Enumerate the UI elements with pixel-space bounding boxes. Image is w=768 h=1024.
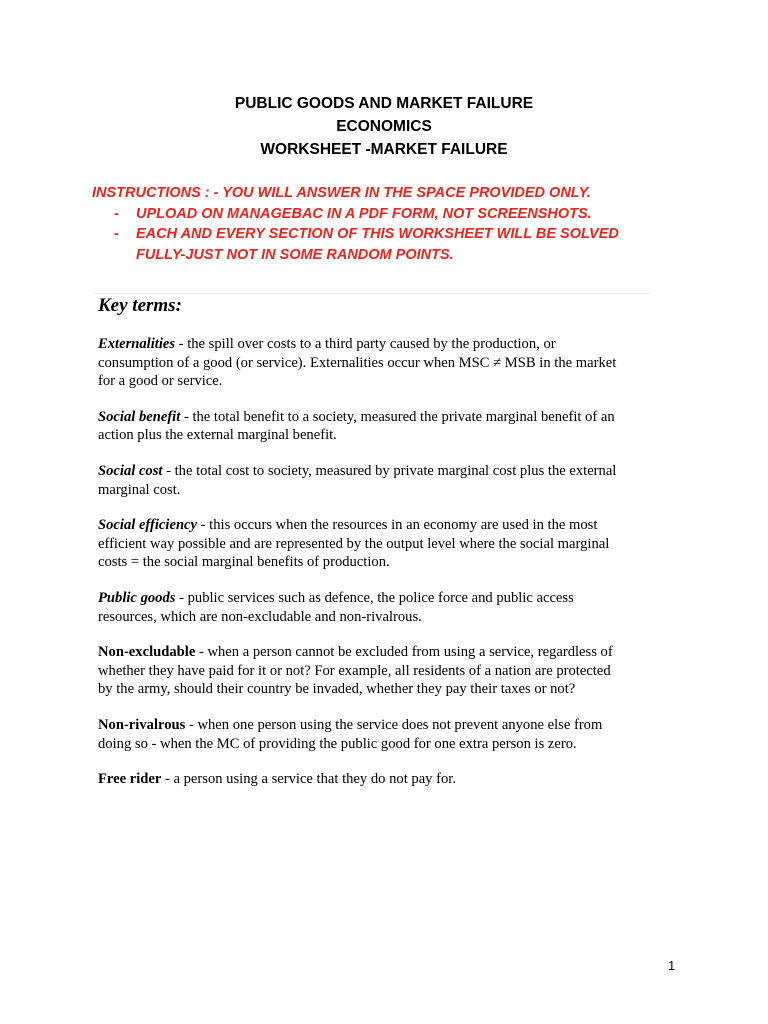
title-line-subject: ECONOMICS bbox=[336, 118, 432, 135]
term-definition: consumption of a good (or service). Externalities occur when MSC ≠ MSB in the market bbox=[98, 354, 617, 371]
instruction-item bbox=[92, 204, 692, 225]
term-definition: doing so - when the MC of providing the public good for one extra person is zero. bbox=[98, 735, 577, 752]
term-social-cost bbox=[98, 462, 668, 499]
instruction-text: UPLOAD ON MANAGEBAC IN A PDF FORM, NOT SCREENSHOTS. bbox=[136, 205, 592, 222]
term-definition: - when one person using the service does not prevent anyone else from bbox=[185, 716, 603, 733]
term-definition: by the army, should their country be invaded, whether they pay their taxes or not? bbox=[98, 681, 576, 698]
key-terms-list bbox=[98, 335, 668, 806]
term-definition: efficient way possible and are represented by the output level where the social marginal bbox=[98, 535, 610, 552]
term-social-benefit bbox=[98, 408, 668, 445]
instruction-dash: - bbox=[114, 226, 119, 242]
term-definition: - when a person cannot be excluded from using a service, regardless of bbox=[195, 644, 613, 661]
term-definition: for a good or service. bbox=[98, 373, 223, 390]
term-definition: whether they have paid for it or not? For example, all residents of a nation are protected bbox=[98, 662, 611, 679]
term-definition: - the total cost to society, measured by private marginal cost plus the external bbox=[162, 462, 617, 479]
title-line-main: PUBLIC GOODS AND MARKET FAILURE bbox=[234, 95, 534, 112]
term-name: Externalities bbox=[98, 336, 176, 352]
key-terms-heading: Key terms: bbox=[98, 295, 182, 316]
term-name: Social benefit bbox=[98, 408, 181, 425]
document-title bbox=[0, 92, 768, 161]
term-public-goods bbox=[98, 589, 668, 626]
title-line-worksheet: WORKSHEET -MARKET FAILURE bbox=[260, 141, 508, 158]
term-definition: marginal cost. bbox=[98, 481, 181, 498]
term-name: Social efficiency bbox=[98, 517, 198, 534]
term-non-excludable bbox=[98, 643, 668, 699]
term-definition: - this occurs when the resources in an economy are used in the most bbox=[197, 517, 598, 534]
term-definition: - a person using a service that they do not pay for. bbox=[161, 771, 456, 788]
instruction-dash: - bbox=[114, 205, 119, 222]
instruction-item bbox=[92, 224, 692, 245]
term-definition: - the spill over costs to a third party caused by the production, or bbox=[175, 336, 556, 352]
term-name: Free rider bbox=[98, 771, 162, 788]
term-free-rider bbox=[98, 770, 668, 789]
term-name: Public goods bbox=[98, 589, 176, 606]
instructions-block bbox=[92, 183, 692, 265]
term-externalities bbox=[98, 335, 668, 391]
instruction-text: EACH AND EVERY SECTION OF THIS WORKSHEET WILL BE SOLVED bbox=[136, 226, 619, 242]
term-definition: resources, which are non-excludable and non-rivalrous. bbox=[98, 608, 422, 625]
term-definition: action plus the external marginal benefit. bbox=[98, 427, 337, 444]
term-definition: costs = the social marginal benefits of production. bbox=[98, 554, 390, 571]
term-name: Non-excludable bbox=[98, 644, 196, 661]
instructions-first-line: INSTRUCTIONS : - YOU WILL ANSWER IN THE SPACE PROVIDED ONLY. bbox=[92, 185, 591, 201]
term-name: Social cost bbox=[98, 462, 163, 479]
term-definition: - public services such as defence, the police force and public access bbox=[175, 589, 574, 606]
term-name: Non-rivalrous bbox=[98, 716, 186, 733]
term-definition: - the total benefit to a society, measured the private marginal benefit of an bbox=[180, 408, 615, 425]
term-social-efficiency bbox=[98, 516, 668, 572]
term-non-rivalrous bbox=[98, 716, 668, 753]
instruction-text-continued: FULLY-JUST NOT IN SOME RANDOM POINTS. bbox=[136, 246, 454, 263]
page-number: 1 bbox=[668, 958, 676, 973]
